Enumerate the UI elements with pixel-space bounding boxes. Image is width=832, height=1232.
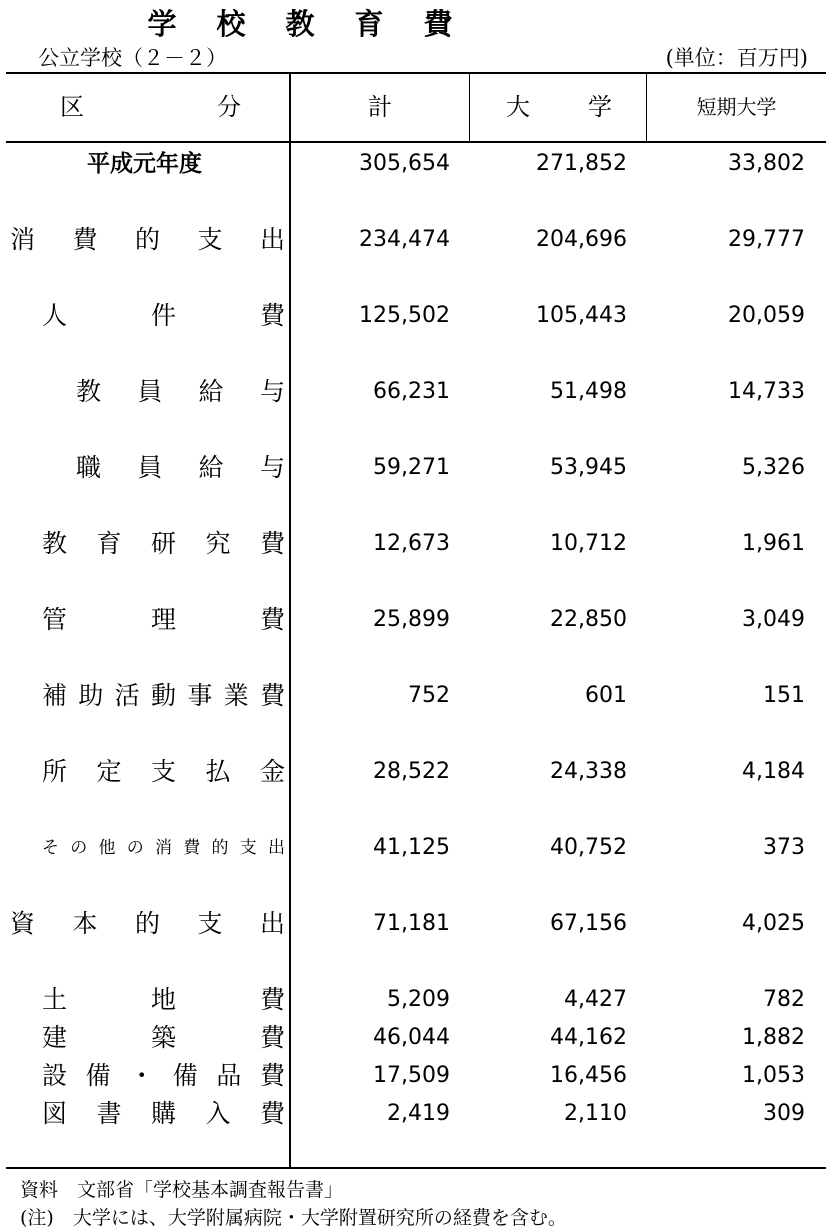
header-category-char-1: 区 — [60, 93, 84, 121]
row-label: 土 地 費 — [42, 985, 285, 1014]
table-subtitle: 公立学校（２－２） — [38, 46, 227, 70]
value-total: 41,125 — [373, 835, 450, 860]
value-university: 22,850 — [550, 607, 627, 632]
value-total: 752 — [408, 683, 450, 708]
table-row-fy-heisei-1 — [0, 147, 832, 181]
table-row-staff-salary — [0, 451, 832, 485]
value-junior-college: 151 — [763, 683, 805, 708]
value-junior-college: 14,733 — [728, 379, 805, 404]
unit-label: (単位：百万円) — [665, 46, 808, 70]
table-row-auxiliary-business — [0, 679, 832, 713]
row-label: 所 定 支 払 金 — [42, 757, 285, 786]
value-total: 5,209 — [387, 987, 450, 1012]
value-university: 40,752 — [550, 835, 627, 860]
value-junior-college: 4,025 — [742, 911, 805, 936]
value-junior-college: 1,882 — [742, 1025, 805, 1050]
value-total: 305,654 — [359, 151, 450, 176]
table-row-teacher-salary — [0, 375, 832, 409]
table-row-personnel-cost — [0, 299, 832, 333]
header-category — [6, 74, 289, 141]
header-university-char-2: 学 — [588, 93, 612, 121]
header-rule — [6, 141, 826, 143]
row-label: 教 育 研 究 費 — [42, 529, 285, 558]
row-label: 建 築 費 — [42, 1023, 285, 1052]
row-label: 図 書 購 入 費 — [42, 1099, 285, 1128]
value-junior-college: 373 — [763, 835, 805, 860]
row-label: 消 費 的 支 出 — [10, 225, 285, 254]
bottom-rule — [6, 1167, 826, 1169]
row-label: 補 助 活 動 事 業 費 — [42, 681, 285, 710]
value-university: 10,712 — [550, 531, 627, 556]
value-university: 105,443 — [536, 303, 627, 328]
header-total: 計 — [368, 93, 392, 121]
table-row-consumption-expenditure — [0, 223, 832, 257]
value-total: 12,673 — [373, 531, 450, 556]
value-total: 234,474 — [359, 227, 450, 252]
header-university-char-1: 大 — [506, 93, 530, 121]
row-label: 人 件 費 — [42, 301, 285, 330]
row-label: 設 備 ・ 備 品 費 — [42, 1061, 285, 1090]
value-total: 17,509 — [373, 1063, 450, 1088]
value-university: 44,162 — [550, 1025, 627, 1050]
table-row-other-consumption — [0, 831, 832, 865]
value-total: 59,271 — [373, 455, 450, 480]
table-row-management — [0, 603, 832, 637]
value-university: 601 — [585, 683, 627, 708]
value-junior-college: 1,961 — [742, 531, 805, 556]
table-row-construction — [0, 1021, 832, 1055]
source-note: 資料 文部省「学校基本調査報告書」 — [20, 1179, 344, 1201]
row-label: 平成元年度 — [87, 151, 202, 177]
value-university: 16,456 — [550, 1063, 627, 1088]
value-total: 25,899 — [373, 607, 450, 632]
value-total: 66,231 — [373, 379, 450, 404]
value-university: 4,427 — [564, 987, 627, 1012]
value-junior-college: 309 — [763, 1101, 805, 1126]
footnote: (注) 大学には、大学附属病院・大学附置研究所の経費を含む。 — [20, 1207, 567, 1229]
value-university: 204,696 — [536, 227, 627, 252]
table-row-books — [0, 1097, 832, 1131]
table-row-capital-expenditure — [0, 907, 832, 941]
value-junior-college: 1,053 — [742, 1063, 805, 1088]
value-university: 271,852 — [536, 151, 627, 176]
value-total: 71,181 — [373, 911, 450, 936]
value-university: 51,498 — [550, 379, 627, 404]
value-university: 67,156 — [550, 911, 627, 936]
value-total: 2,419 — [387, 1101, 450, 1126]
row-label: 管 理 費 — [42, 605, 285, 634]
row-label: 資 本 的 支 出 — [10, 909, 285, 938]
table-row-education-research — [0, 527, 832, 561]
value-junior-college: 4,184 — [742, 759, 805, 784]
value-junior-college: 33,802 — [728, 151, 805, 176]
value-junior-college: 5,326 — [742, 455, 805, 480]
page-title: 学校教育費 — [147, 7, 493, 41]
row-label: 教 員 給 与 — [76, 377, 285, 406]
table-row-equipment — [0, 1059, 832, 1093]
row-label: そ の 他 の 消 費 的 支 出 — [42, 838, 285, 858]
table-row-fixed-payments — [0, 755, 832, 789]
table-row-land — [0, 983, 832, 1017]
value-total: 125,502 — [359, 303, 450, 328]
value-junior-college: 782 — [763, 987, 805, 1012]
header-university — [470, 74, 646, 141]
row-label: 職 員 給 与 — [76, 453, 285, 482]
value-junior-college: 29,777 — [728, 227, 805, 252]
value-university: 53,945 — [550, 455, 627, 480]
header-category-char-2: 分 — [217, 93, 241, 121]
value-junior-college: 20,059 — [728, 303, 805, 328]
value-university: 24,338 — [550, 759, 627, 784]
value-junior-college: 3,049 — [742, 607, 805, 632]
header-junior-college: 短期大学 — [696, 95, 777, 119]
value-university: 2,110 — [564, 1101, 627, 1126]
value-total: 28,522 — [373, 759, 450, 784]
value-total: 46,044 — [373, 1025, 450, 1050]
